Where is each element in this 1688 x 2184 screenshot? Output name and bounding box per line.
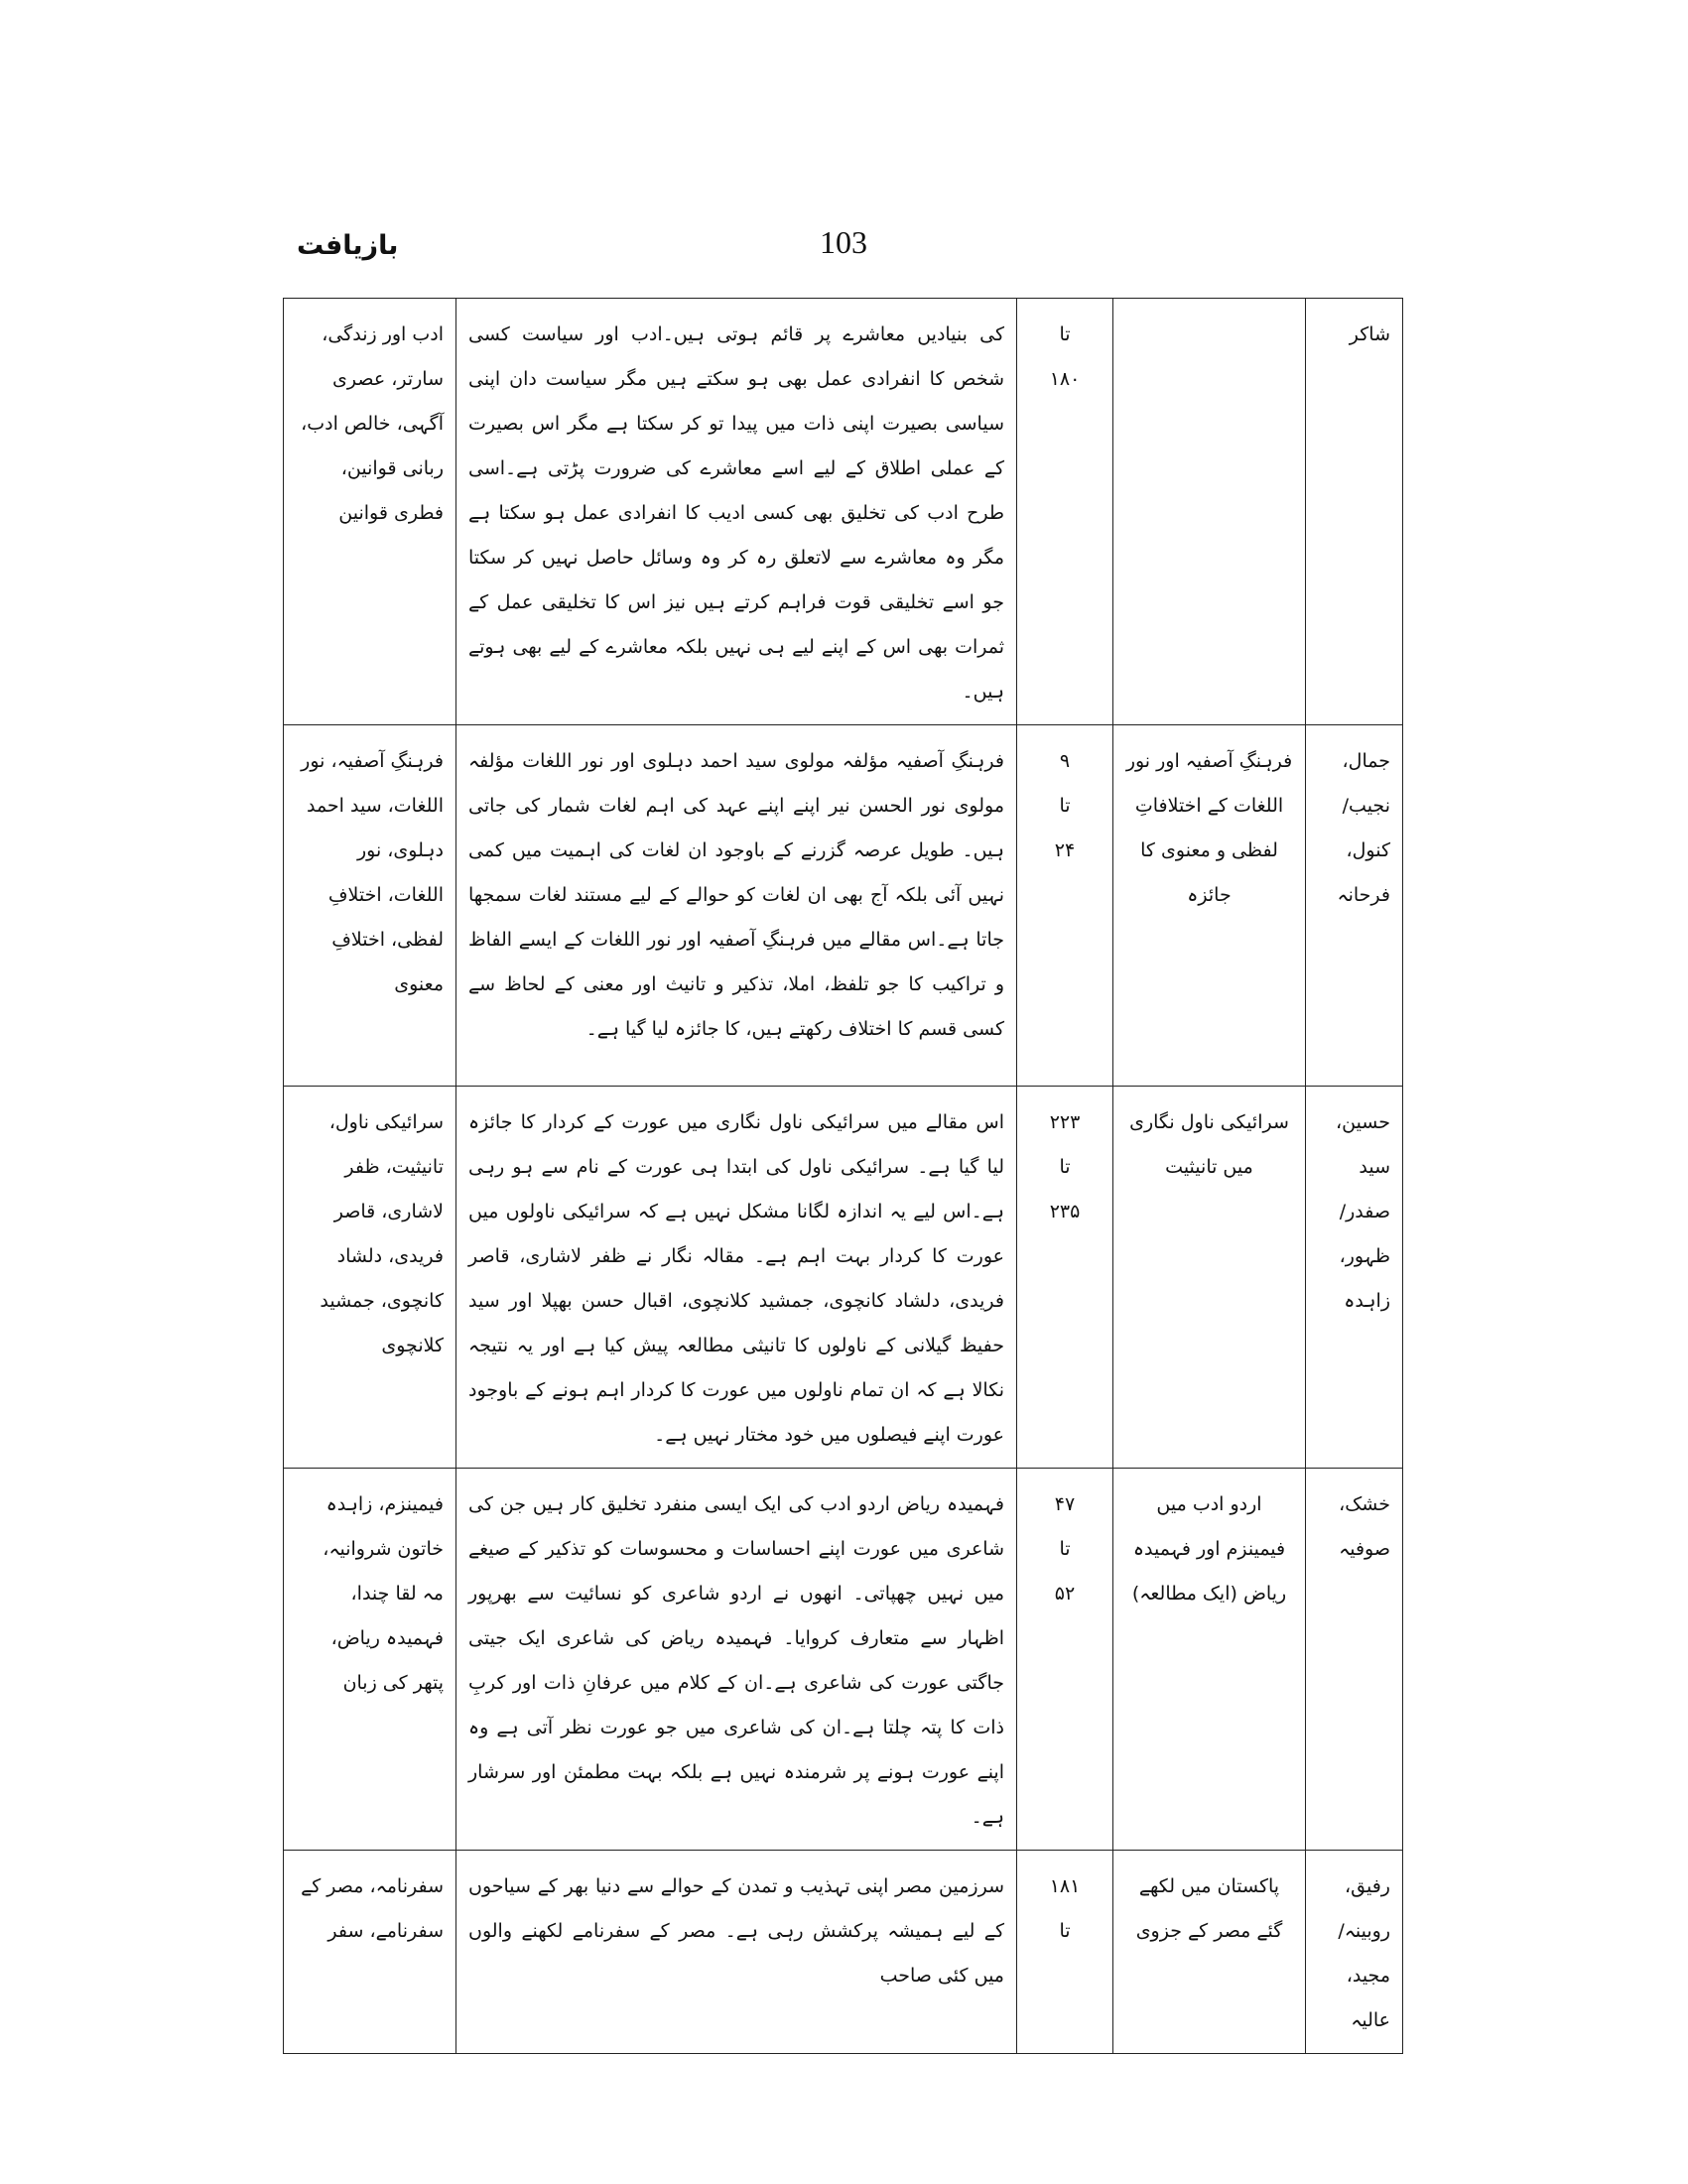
- pages-line: ۴۷: [1054, 1493, 1076, 1515]
- pages-line: ۲۲۳: [1049, 1111, 1081, 1133]
- keywords-cell: ادب اور زندگی، سارتر، عصری آگہی، خالص ادب، ربانی قوانین، فطری قوانین: [284, 299, 456, 725]
- table-row: [284, 1469, 1403, 1851]
- title-cell: فرہنگِ آصفیہ اور نور اللغات کے اختلافاتِ لفظی و معنوی کا جائزہ: [1113, 725, 1306, 1087]
- title-cell: [1113, 299, 1306, 725]
- index-table: [283, 298, 1403, 2054]
- pages-line: ۹: [1059, 750, 1071, 772]
- pages-cell: [1017, 299, 1113, 725]
- pages-line: ۲۳۵: [1049, 1201, 1081, 1222]
- table-row: [284, 725, 1403, 1087]
- keywords-cell: سرائیکی ناول، تانیثیت، ظفر لاشاری، قاصر فریدی، دلشاد کانچوی، جمشید کلانچوی: [284, 1087, 456, 1469]
- author-cell: رفیق، روبینہ/ مجید، عالیہ: [1306, 1851, 1403, 2054]
- title-cell: سرائیکی ناول نگاری میں تانیثیت: [1113, 1087, 1306, 1469]
- summary-cell: فہمیدہ ریاض اردو ادب کی ایک ایسی منفرد تخلیق کار ہیں جن کی شاعری میں عورت اپنے احساسات و محسوسات کو تذکیر کے صیغے میں نہیں چھپاتی۔ انھوں نے اردو شاعری کو نسائیت سے بھرپور اظہار سے متعارف کروایا۔ فہمیدہ ریاض کی شاعری ایک جیتی جاگتی عورت کی شاعری ہے۔ان کے کلام میں عرفانِ ذات اور کربِ ذات کا پتہ چلتا ہے۔ان کی شاعری میں جو عورت نظر آتی ہے وہ اپنے عورت ہونے پر شرمندہ نہیں ہے بلکہ بہت مطمئن اور سرشار ہے۔: [456, 1469, 1017, 1851]
- table-row: [284, 1851, 1403, 2054]
- pages-cell: [1017, 1469, 1113, 1851]
- table-row: [284, 1087, 1403, 1469]
- pages-line: تا: [1059, 795, 1071, 817]
- title-cell: پاکستان میں لکھے گئے مصر کے جزوی: [1113, 1851, 1306, 2054]
- table-row: [284, 299, 1403, 725]
- pages-cell: [1017, 725, 1113, 1087]
- keywords-cell: فرہنگِ آصفیہ، نور اللغات، سید احمد دہلوی، نور اللغات، اختلافِ لفظی، اختلافِ معنوی: [284, 725, 456, 1087]
- pages-line: تا: [1059, 323, 1071, 345]
- pages-cell: [1017, 1851, 1113, 2054]
- running-head: بازیافت: [297, 230, 399, 261]
- pages-line: ۲۴: [1054, 839, 1076, 861]
- author-cell: خشک، صوفیہ: [1306, 1469, 1403, 1851]
- pages-line: ۱۸۱: [1049, 1875, 1081, 1897]
- summary-cell: کی بنیادیں معاشرے پر قائم ہوتی ہیں۔ادب اور سیاست کسی شخص کا انفرادی عمل بھی ہو سکتے ہیں مگر سیاست دان اپنی سیاسی بصیرت اپنی ذات میں پیدا تو کر سکتا ہے مگر اس بصیرت کے عملی اطلاق کے لیے اسے معاشرے کی ضرورت پڑتی ہے۔اسی طرح ادب کی تخلیق بھی کسی ادیب کا انفرادی عمل ہو سکتا ہے مگر وہ معاشرے سے لاتعلق رہ کر وہ وسائل حاصل نہیں کر سکتا جو اسے تخلیقی قوت فراہم کرتے ہیں نیز اس کا تخلیقی عمل کے ثمرات بھی اس کے اپنے لیے ہی نہیں بلکہ معاشرے کے لیے بھی ہوتے ہیں۔: [456, 299, 1017, 725]
- author-cell: جمال، نجیب/ کنول، فرحانہ: [1306, 725, 1403, 1087]
- summary-cell: اس مقالے میں سرائیکی ناول نگاری میں عورت کے کردار کا جائزہ لیا گیا ہے۔ سرائیکی ناول کی ابتدا ہی عورت کے نام سے ہو رہی ہے۔اس لیے یہ اندازہ لگانا مشکل نہیں ہے کہ سرائیکی ناولوں میں عورت کا کردار بہت اہم ہے۔ مقالہ نگار نے ظفر لاشاری، قاصر فریدی، دلشاد کانچوی، جمشید کلانچوی، اقبال حسن بھپلا اور سید حفیظ گیلانی کے ناولوں کا تانیثی مطالعہ پیش کیا ہے اور یہ نتیجہ نکالا ہے کہ ان تمام ناولوں میں عورت کا کردار اہم ہونے کے باوجود عورت اپنے فیصلوں میں خود مختار نہیں ہے۔: [456, 1087, 1017, 1469]
- page-number: 103: [820, 224, 867, 260]
- pages-line: ۱۸۰: [1049, 368, 1081, 390]
- title-cell: اردو ادب میں فیمینزم اور فہمیدہ ریاض (ایک مطالعہ): [1113, 1469, 1306, 1851]
- keywords-cell: فیمینزم، زاہدہ خاتون شروانیہ، مہ لقا چندا، فہمیدہ ریاض، پتھر کی زبان: [284, 1469, 456, 1851]
- pages-cell: [1017, 1087, 1113, 1469]
- keywords-cell: سفرنامہ، مصر کے سفرنامے، سفر: [284, 1851, 456, 2054]
- pages-line: تا: [1059, 1156, 1071, 1178]
- author-cell: حسین، سید صفدر/ ظہور، زاہدہ: [1306, 1087, 1403, 1469]
- pages-line: تا: [1059, 1538, 1071, 1560]
- author-cell: شاکر: [1306, 299, 1403, 725]
- summary-cell: سرزمین مصر اپنی تہذیب و تمدن کے حوالے سے دنیا بھر کے سیاحوں کے لیے ہمیشہ پرکشش رہی ہے۔ مصر کے سفرنامے لکھنے والوں میں کئی صاحب: [456, 1851, 1017, 2054]
- pages-line: تا: [1059, 1920, 1071, 1942]
- pages-line: ۵۲: [1054, 1583, 1076, 1605]
- summary-cell: فرہنگِ آصفیہ مؤلفہ مولوی سید احمد دہلوی اور نور اللغات مؤلفہ مولوی نور الحسن نیر اپنے اپنے عہد کی اہم لغات شمار کی جاتی ہیں۔ طویل عرصہ گزرنے کے باوجود ان لغات کی اہمیت میں کمی نہیں آئی بلکہ آج بھی ان لغات کو حوالے کے لیے مستند لغات سمجھا جاتا ہے۔اس مقالے میں فرہنگِ آصفیہ اور نور اللغات کے ایسے الفاظ و تراکیب کا جو تلفظ، املا، تذکیر و تانیث اور معنی کے لحاظ سے کسی قسم کا اختلاف رکھتے ہیں، کا جائزہ لیا گیا ہے۔: [456, 725, 1017, 1087]
